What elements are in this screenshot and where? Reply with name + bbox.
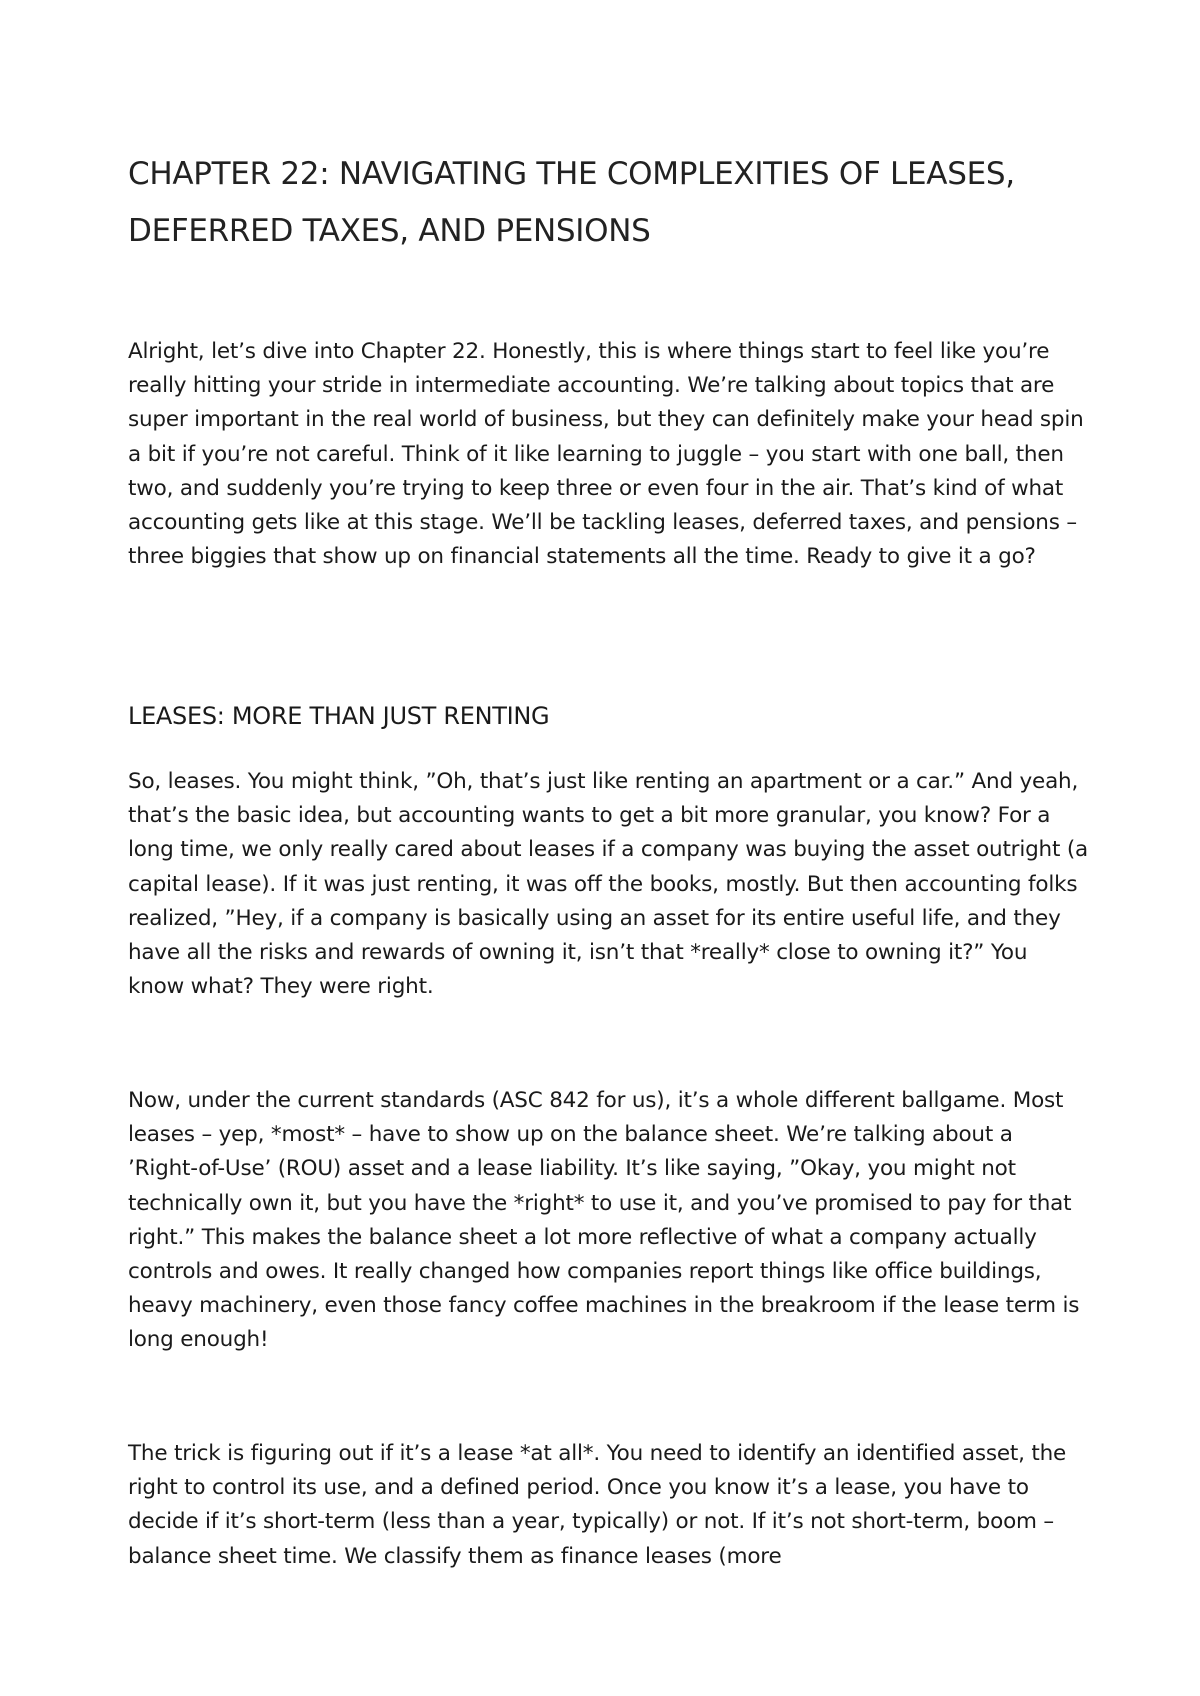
- leases-paragraph-2: Now, under the current standards (ASC 842 for us), it’s a whole different ballgame. Most leases – yep, *most* – have to show up on the balance sheet. We’re talking about a ’Right-of-Use’ (ROU) asset and a lease liability. It’s like saying, ”Okay, you might not technically own it, but you have the *right* to use it, and you’ve promised to pay for that right.” This makes the balance sheet a lot more reflective of what a company actually controls and owes. It really changed how companies report things like office buildings, heavy machinery, even those fancy coffee machines in the breakroom if the lease term is long enough!: [128, 1088, 1080, 1353]
- leases-paragraph-3: The trick is figuring out if it’s a lease *at all*. You need to identify an identified asset, the right to control its use, and a defined period. Once you know it’s a lease, you have to decide if it’s short-term (less than a year, typically) or not. If it’s not short-term, boom – balance sheet time. We classify them as finance leases (more: [128, 1441, 1067, 1569]
- section-heading-leases: LEASES: MORE THAN JUST RENTING: [128, 702, 550, 730]
- leases-paragraph-1: So, leases. You might think, ”Oh, that’s just like renting an apartment or a car.” And yeah, that’s the basic idea, but accounting wants to get a bit more granular, you know? For a long time, we only really cared about leases if a company was buying the asset outright (a capital lease). If it was just renting, it was off the books, mostly. But then accounting folks realized, ”Hey, if a company is basically using an asset for its entire useful life, and they have all the risks and rewards of owning it, isn’t that *really* close to owning it?” You know what? They were right.: [128, 769, 1088, 1000]
- intro-paragraph: Alright, let’s dive into Chapter 22. Honestly, this is where things start to feel like you’re really hitting your stride in intermediate accounting. We’re talking about topics that are super important in the real world of business, but they can definitely make your head spin a bit if you’re not careful. Think of it like learning to juggle – you start with one ball, then two, and suddenly you’re trying to keep three or even four in the air. That’s kind of what accounting gets like at this stage. We’ll be tackling leases, deferred taxes, and pensions – three biggies that show up on financial statements all the time. Ready to give it a go?: [128, 339, 1084, 570]
- chapter-title: CHAPTER 22: NAVIGATING THE COMPLEXITIES OF LEASES, DEFERRED TAXES, AND PENSIONS: [128, 156, 1015, 249]
